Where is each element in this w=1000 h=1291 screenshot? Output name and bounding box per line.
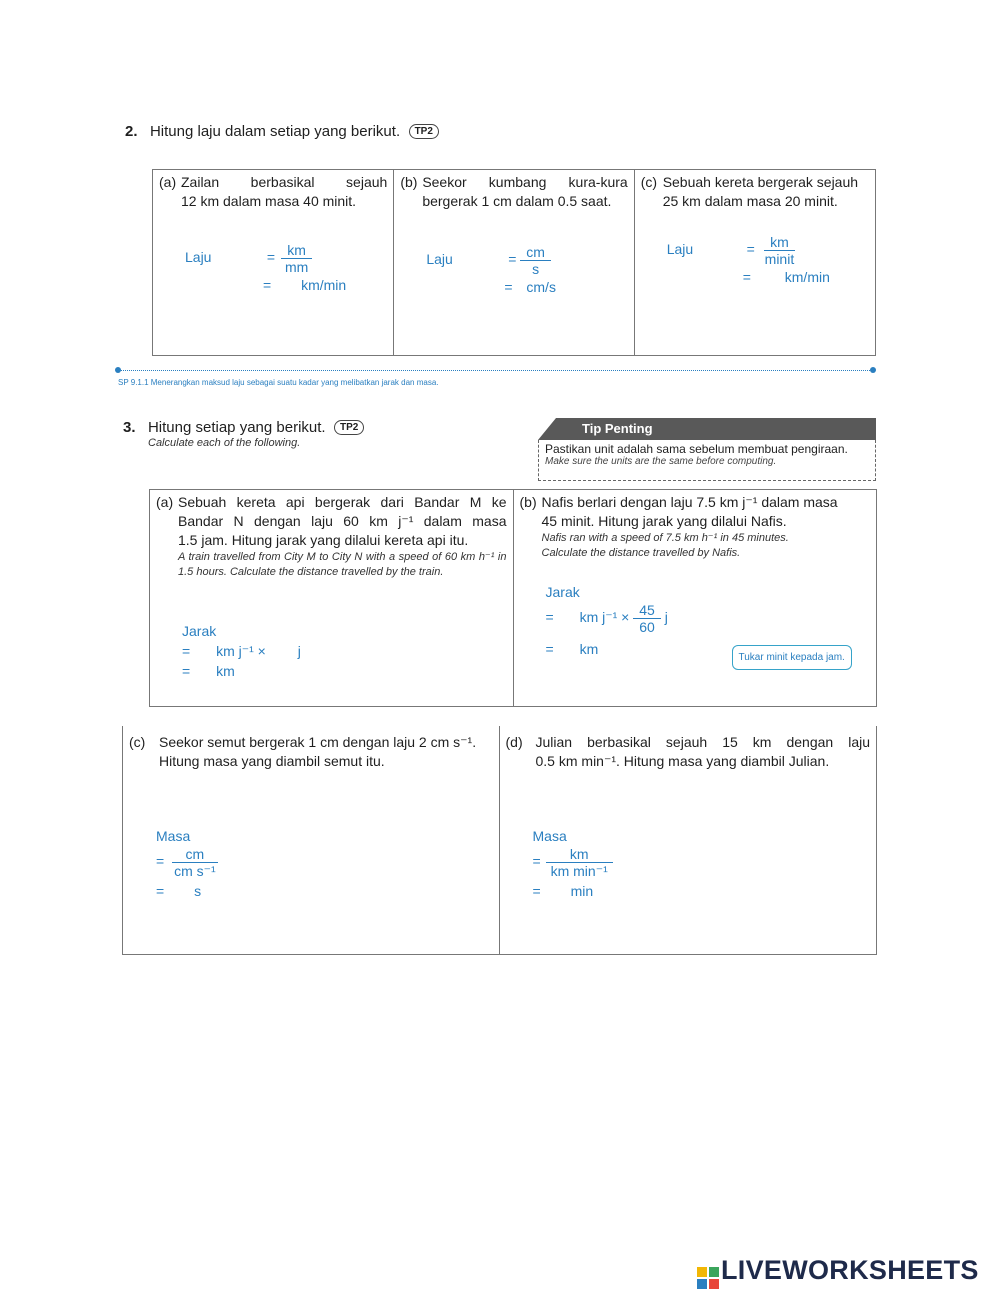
tip-box — [538, 418, 876, 478]
q2-title: Hitung laju dalam setiap yang berikut. — [149, 123, 401, 140]
q2-cell-c — [634, 170, 875, 356]
q2a-fraction: $\frac{km}{mm}$ — [279, 242, 314, 275]
q3c-line2: Hitung masa yang diambil semut itu. — [159, 753, 385, 769]
q2-cell-b — [394, 170, 634, 356]
q3b-line2: 45 minit. Hitung jarak yang dilalui Nafis. — [541, 513, 787, 529]
q2b-fraction: $\frac{cm}{s}$ — [520, 244, 551, 277]
q3-title: Hitung setiap yang berikut. — [147, 419, 326, 436]
q2c-line1: (c) Sebuah kereta bergerak sejauh — [640, 174, 859, 190]
q3a-line1: (a) Sebuah kereta api bergerak dari Bandar M ke — [156, 494, 507, 510]
q3b-line1: (b) Nafis berlari dengan laju 7.5 km j⁻¹ dalam masa — [519, 494, 838, 510]
q2-heading — [125, 123, 439, 141]
q2b-working: Laju = $\frac{cm}{s}$ = cm/s — [426, 244, 556, 295]
q3a-line3: 1.5 jam. Hitung jarak yang dilalui kereta api itu. — [178, 532, 469, 548]
q3b-english-2: Calculate the distance travelled by Nafis. — [541, 547, 741, 559]
q3-cell-a — [150, 490, 514, 707]
q3d-fraction: $\frac{km}{\text{km min⁻¹}}$ — [545, 846, 614, 879]
q3-table-cd — [122, 726, 877, 955]
q2-number: 2. — [125, 123, 138, 140]
q3-heading — [123, 419, 364, 449]
q3c-line1: (c) Seekor semut bergerak 1 cm dengan laju 2 cm s⁻¹. — [129, 734, 477, 750]
q3-number: 3. — [123, 419, 136, 436]
q2a-line2: 12 km dalam masa 40 minit. — [181, 193, 357, 209]
q3-subtitle: Calculate each of the following. — [148, 437, 301, 449]
q3c-working: Masa = $\frac{cm}{\text{cm s⁻¹}}$ = s — [156, 828, 222, 899]
separator-line — [118, 370, 874, 371]
separator-dot-right — [870, 367, 876, 373]
hint-box: Tukar minit kepada jam. — [732, 645, 852, 670]
q2-table — [152, 169, 876, 356]
q2b-line2: bergerak 1 cm dalam 0.5 saat. — [422, 193, 612, 209]
sp-note: SP 9.1.1 Menerangkan maksud laju sebagai suatu kadar yang melibatkan jarak dan masa. — [118, 378, 439, 387]
q3-tp-badge: TP2 — [334, 420, 364, 435]
tip-heading: Tip Penting — [538, 418, 876, 440]
q3b-english-1: Nafis ran with a speed of 7.5 km h⁻¹ in 45 minutes. — [541, 532, 789, 544]
q3a-english: A train travelled from City M to City N with a speed of 60 km h⁻¹ in 1.5 hours. Calculate the distance travelled by the train. — [178, 551, 507, 578]
q3d-line1: (d) Julian berbasikal sejauh 15 km dengan laju — [505, 734, 870, 750]
q2-cell-a — [153, 170, 394, 356]
q3b-fraction: $\frac{45}{60}$ — [633, 602, 661, 635]
q2c-fraction: $\frac{km}{\text{minit}}$ — [764, 234, 795, 267]
q3-cell-d — [499, 726, 877, 955]
q3d-line2: 0.5 km min⁻¹. Hitung masa yang diambil Julian. — [535, 753, 830, 769]
tip-text-en: Make sure the units are the same before computing. — [545, 456, 777, 467]
q3b-working: Jarak = km j⁻¹ × $\frac{45}{60}$ j = km — [545, 584, 668, 657]
q2c-working: Laju = $\frac{km}{\text{minit}}$ = km/min — [666, 234, 830, 285]
q3c-fraction: $\frac{cm}{\text{cm s⁻¹}}$ — [168, 846, 222, 879]
q2a-working: Laju = $\frac{km}{mm}$ = km/min — [185, 242, 347, 293]
liveworksheets-logo — [697, 1255, 979, 1289]
q3-table-ab — [149, 489, 877, 707]
logo-text: LIVEWORKSHEETS — [721, 1255, 979, 1285]
q3-cell-c — [123, 726, 500, 955]
q2-tp-badge: TP2 — [409, 124, 439, 139]
q3a-line2: Bandar N dengan laju 60 km j⁻¹ dalam masa — [178, 513, 507, 529]
logo-icon — [697, 1267, 719, 1289]
q2b-line1: (b) Seekor kumbang kura-kura — [400, 174, 628, 190]
q3d-working: Masa = $\frac{km}{\text{km min⁻¹}}$ = min — [533, 828, 614, 899]
q2a-line1: (a) Zailan berbasikal sejauh — [159, 174, 388, 190]
tip-text-ms: Pastikan unit adalah sama sebelum membuat pengiraan. — [545, 442, 848, 456]
q3-cell-b — [513, 490, 877, 707]
q3a-working: Jarak = km j⁻¹ × j = km — [182, 623, 301, 679]
q2c-line2: 25 km dalam masa 20 minit. — [662, 193, 838, 209]
